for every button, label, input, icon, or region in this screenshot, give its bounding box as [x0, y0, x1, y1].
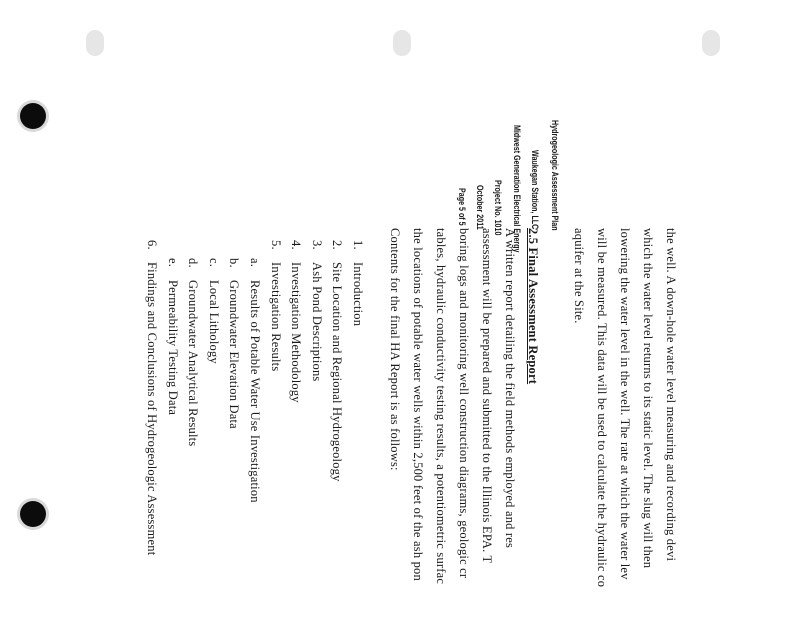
list-item	[144, 240, 159, 555]
list-item	[309, 240, 324, 381]
list-item-number: a.	[248, 258, 262, 268]
header-line: Page 5 of 5	[456, 188, 467, 226]
body-line: the locations of potable water wells within 2,500 feet of the ash pon	[411, 228, 425, 581]
body-line: assessment will be prepared and submitted to the Illinois EPA. T	[480, 228, 494, 564]
section-heading: 2.5 Final Assessment Report	[526, 228, 540, 385]
list-item-label: Groundwater Elevation Data	[227, 280, 242, 429]
list-item-label: Groundwater Analytical Results	[186, 280, 201, 447]
list-item-label: Findings and Conclusions of Hydrogeologic Assessment	[145, 262, 159, 556]
list-item-number: 1.	[351, 240, 365, 250]
list-item-label: Investigation Results	[268, 262, 283, 372]
list-item-number: 2.	[330, 240, 345, 250]
list-item-number: c.	[206, 258, 221, 268]
list-item-number: b.	[227, 258, 242, 268]
list-item	[185, 258, 200, 446]
body-line: lowering the water level in the well. The rate at which the water lev	[618, 228, 632, 580]
body-line: boring logs and monitoring well construction diagrams, geologic cr	[457, 228, 471, 579]
document-body	[145, 0, 678, 618]
list-item-number: 4.	[289, 240, 304, 250]
list-item-label: Investigation Methodology	[289, 262, 304, 403]
list-item	[206, 258, 221, 364]
body-line: the well. A down-hole water level measuring and recording devi	[664, 228, 678, 562]
list-item	[288, 240, 303, 403]
header-line: October 2011	[474, 185, 485, 230]
list-item-number: e.	[165, 258, 180, 268]
list-item	[226, 258, 241, 429]
list-item-label: Results of Potable Water Use Investigation	[248, 280, 262, 503]
list-item-label: Introduction	[351, 262, 365, 327]
body-line: tables, hydraulic conductivity testing results, a potentiometric surfac	[434, 228, 448, 585]
list-item-number: d.	[186, 258, 201, 268]
body-line: Contents for the final HA Report is as follows:	[388, 228, 402, 471]
list-item	[165, 258, 180, 415]
list-item	[268, 240, 283, 371]
header-line: Hydrogeologic Assessment Plan	[549, 120, 560, 231]
list-item-number: 3.	[309, 240, 324, 250]
header-line: Midwest Generation Electrical Energy	[511, 125, 522, 253]
list-item-label: Permeability Testing Data	[165, 280, 180, 416]
header-line: Project No. 1010	[492, 180, 503, 236]
body-line: aquifer at the Site.	[572, 228, 586, 324]
list-item-number: 5.	[268, 240, 283, 250]
list-item-number: 6.	[145, 240, 159, 250]
body-line: A written report detailing the field methods employed and res	[503, 228, 517, 549]
list-item-label: Site Location and Regional Hydrogeology	[330, 262, 345, 482]
list-item-label: Local Lithology	[206, 280, 221, 364]
list-item	[350, 240, 365, 326]
scan-mark-3	[702, 30, 720, 56]
body-line: will be measured. This data will be used to calculate the hydraulic co	[595, 228, 609, 588]
list-item	[247, 258, 262, 503]
list-item	[329, 240, 344, 482]
body-line: which the water level returns to its static level. The slug will then	[641, 228, 655, 569]
header-line: Waukegan Station, LLC	[529, 150, 540, 230]
list-item-label: Ash Pond Descriptions	[309, 262, 324, 382]
